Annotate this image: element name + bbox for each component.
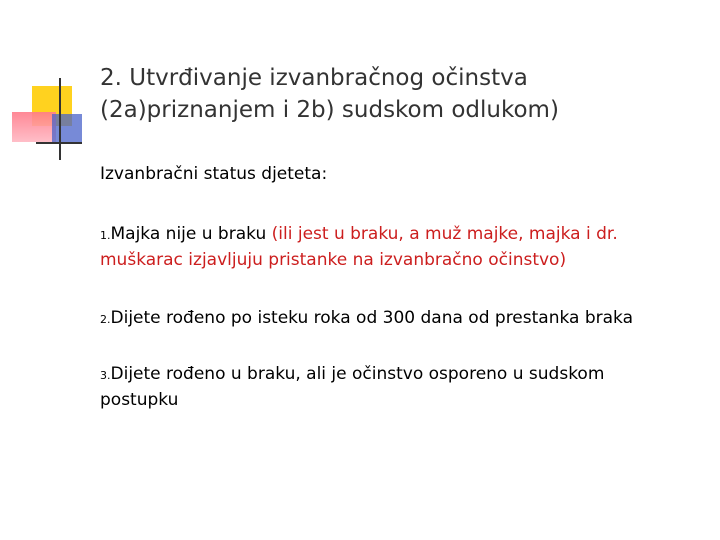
subheading: Izvanbračni status djeteta: [100,164,328,184]
list-item-text-continued: postupku [100,390,179,410]
slide-title-line-1: 2. Utvrđivanje izvanbračnog očinstva [100,65,528,91]
list-item-2 [100,306,700,332]
list-item-text: Dijete rođeno po isteku roka od 300 dana od prestanka braka [110,308,634,328]
list-item-text: Majka nije u braku [110,224,272,244]
vertical-line-decoration [59,78,61,160]
list-item-note: (ili jest u braku, a muž majke, majka i dr. [271,224,618,244]
blue-square-decoration [52,114,82,144]
list-item-number: 3. [100,369,111,382]
list-item-text: Dijete rođeno u braku, ali je očinstvo osporeno u sudskom [110,364,605,384]
list-item-1 [100,222,700,272]
pink-rectangle-decoration [12,112,56,142]
list-item-number: 1. [100,229,111,242]
slide-title [100,62,700,126]
list-item-note-continued: muškarac izjavljuju pristanke na izvanbračno očinstvo) [100,250,567,270]
list-item-3 [100,362,700,412]
list-item-number: 2. [100,313,111,326]
horizontal-line-decoration [36,142,82,144]
slide-title-line-2: (2a)priznanjem i 2b) sudskom odlukom) [100,97,559,123]
